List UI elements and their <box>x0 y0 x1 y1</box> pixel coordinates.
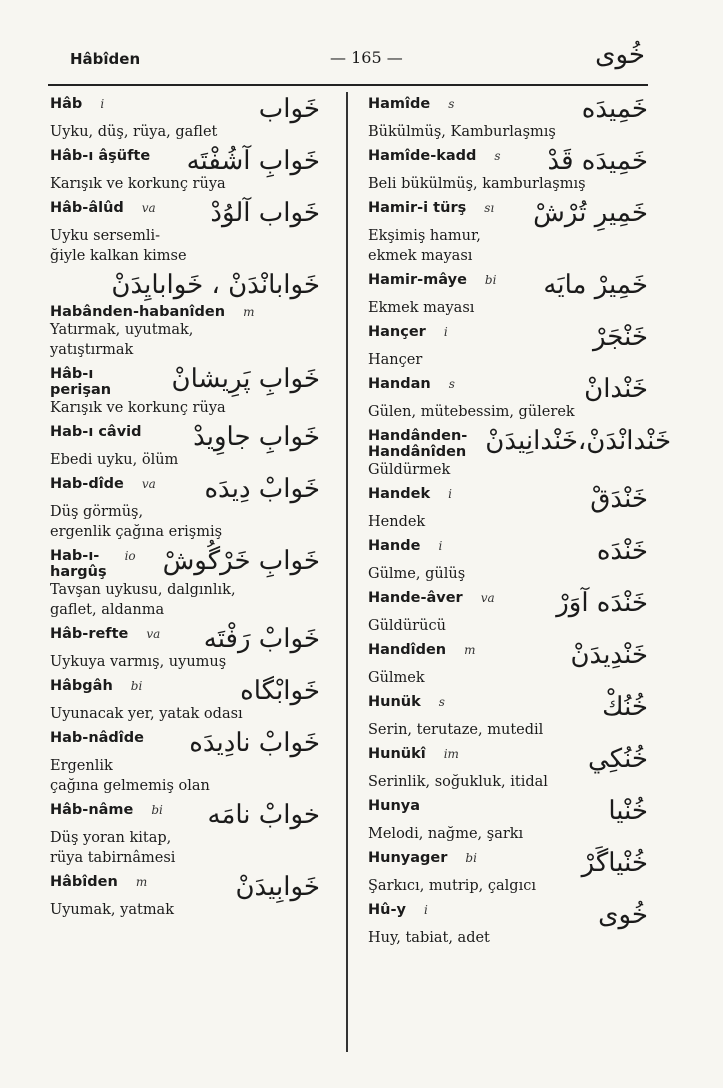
grammar-tag: m <box>243 305 255 319</box>
dictionary-entry <box>50 802 320 868</box>
grammar-tag: i <box>443 325 448 339</box>
dictionary-entry <box>50 200 320 266</box>
definition: Düş görmüş, ergenlik çağına erişmiş <box>50 504 223 540</box>
dictionary-entry <box>368 538 648 584</box>
grammar-tag: i <box>423 903 428 917</box>
page-number: — 165 — <box>330 48 403 67</box>
grammar-tag: bi <box>484 273 497 287</box>
definition: Gülen, mütebessim, gülerek <box>368 404 575 420</box>
definition: Gülme, gülüş <box>368 566 466 582</box>
arabic-script: خَنْدانْدَنْ،خَنْدانِيدَنْ <box>485 426 672 456</box>
grammar-tag: s <box>448 377 455 391</box>
arabic-script: خَنْدَقْ <box>590 484 648 514</box>
headword: Hab-ı- hargûş <box>50 548 107 580</box>
grammar-tag: va <box>141 477 156 491</box>
arabic-script: خَوابِ پَرِيشانْ <box>171 364 320 394</box>
dictionary-entry <box>368 486 648 532</box>
dictionary-entry <box>368 694 648 740</box>
header-rule <box>48 84 648 86</box>
dictionary-entry <box>50 148 320 194</box>
definition: Karışık ve korkunç rüya <box>50 400 226 416</box>
grammar-tag: va <box>146 627 161 641</box>
arabic-script: خَوابِ جاوِيدْ <box>193 422 320 452</box>
dictionary-entry <box>368 426 672 480</box>
dictionary-entry <box>368 746 648 792</box>
dictionary-entry <box>50 272 320 298</box>
dictionary-entry <box>368 798 648 844</box>
arabic-script: خُنْياگَرْ <box>581 848 648 878</box>
headword: Hamir-i türş <box>368 200 467 216</box>
definition: Ergenlik çağına gelmemiş olan <box>50 758 210 794</box>
dictionary-entry <box>368 148 648 194</box>
arabic-script: خَوابْ رَفْتَه <box>203 624 320 654</box>
headword: Hab-dîde <box>50 476 124 492</box>
headword: Hâb-nâme <box>50 802 134 818</box>
arabic-script: خَوابِ آشُفْتَه <box>186 146 320 176</box>
arabic-script: خُوی <box>598 900 648 930</box>
headword: Hâb-refte <box>50 626 129 642</box>
headword: Hamîde-kadd <box>368 148 477 164</box>
grammar-tag: i <box>448 487 452 501</box>
definition: Gülmek <box>368 670 425 686</box>
definition: Bükülmüş, Kamburlaşmış <box>368 124 556 140</box>
headword: Habânden-habanîden <box>50 304 226 320</box>
grammar-tag: bi <box>465 851 477 865</box>
dictionary-entry <box>368 642 648 688</box>
arabic-script: خَواب <box>258 94 320 124</box>
headword: Handek <box>368 486 431 502</box>
headword: Hande <box>368 538 421 554</box>
headword: Hâb-âlûd <box>50 200 124 216</box>
arabic-script: خُنُكِي <box>588 744 648 774</box>
headword: Handânden- Handânîden <box>368 428 468 460</box>
definition: Melodi, nağme, şarkı <box>368 826 524 842</box>
running-head-right: خُوی <box>595 40 645 70</box>
grammar-tag: sı <box>484 201 495 215</box>
headword: Handîden <box>368 642 447 658</box>
definition: Serinlik, soğukluk, itidal <box>368 774 548 790</box>
running-head-left: Hâbîden <box>70 50 141 68</box>
headword: Hunya <box>368 798 421 814</box>
dictionary-entry <box>50 548 320 620</box>
grammar-tag: s <box>494 149 501 163</box>
arabic-script: خَوابْ نادِيدَه <box>189 728 320 758</box>
grammar-tag: s <box>438 695 445 709</box>
arabic-script: خُنْيا <box>608 796 648 826</box>
dictionary-entry <box>368 96 648 142</box>
dictionary-entry <box>368 376 648 422</box>
arabic-script: خَمِيرِ تُرْشْ <box>533 198 648 228</box>
definition: Ekşimiş hamur, ekmek mayası <box>368 228 481 264</box>
arabic-script: خَوابْگاه <box>240 676 320 706</box>
definition: Uyunacak yer, yatak odası <box>50 706 243 722</box>
arabic-script: خَوابِ خَرْگُوشْ <box>162 546 320 576</box>
grammar-tag: m <box>135 875 148 889</box>
dictionary-entry <box>50 678 320 724</box>
column-divider <box>346 92 348 1052</box>
arabic-script: خوابْ نامَه <box>207 800 320 830</box>
definition: Ebedi uyku, ölüm <box>50 452 179 468</box>
dictionary-entry <box>50 96 320 142</box>
definition: Beli bükülmüş, kamburlaşmış <box>368 176 586 192</box>
grammar-tag: bi <box>130 679 143 693</box>
headword: Hunükî <box>368 746 426 762</box>
headword: Hû-y <box>368 902 406 918</box>
dictionary-entry <box>50 874 320 920</box>
arabic-script: خَنْدَه <box>596 536 648 566</box>
grammar-tag: bi <box>151 803 163 817</box>
headword: Hâbgâh <box>50 678 113 694</box>
left-column <box>50 96 320 926</box>
definition: Uyumak, yatmak <box>50 902 174 918</box>
headword: Hâbîden <box>50 874 118 890</box>
grammar-tag: s <box>448 97 455 111</box>
dictionary-entry <box>368 272 648 318</box>
grammar-tag: va <box>480 591 495 605</box>
definition: Güldürücü <box>368 618 446 634</box>
dictionary-entry <box>368 850 648 896</box>
dictionary-entry <box>368 590 648 636</box>
definition: Uyku sersemli- ğiyle kalkan kimse <box>50 228 187 264</box>
headword: Handan <box>368 376 431 392</box>
grammar-tag: io <box>124 549 136 563</box>
definition: Hendek <box>368 514 426 530</box>
dictionary-entry <box>50 626 320 672</box>
headword: Hâb <box>50 96 83 112</box>
arabic-script: خَوابانْدَنْ ، خَوابايِدَنْ <box>111 270 320 300</box>
arabic-script: خَنْدانْ <box>584 374 648 404</box>
headword: Hande-âver <box>368 590 463 606</box>
dictionary-entry <box>50 730 320 796</box>
arabic-script: خَواب آلوُدْ <box>210 198 320 228</box>
grammar-tag: i <box>100 97 105 111</box>
arabic-script: خَنْدَه آوَرْ <box>556 588 648 618</box>
headword: Hab-nâdîde <box>50 730 144 746</box>
definition: Yatırmak, uyutmak, yatıştırmak <box>50 322 194 358</box>
definition: Güldürmek <box>368 462 451 478</box>
arabic-script: خَنْجَرْ <box>592 322 648 352</box>
arabic-script: خُنُكْ <box>602 692 648 722</box>
dictionary-entry <box>50 476 320 542</box>
dictionary-entry <box>368 324 648 370</box>
headword: Hamir-mâye <box>368 272 467 288</box>
grammar-tag: im <box>443 747 459 761</box>
arabic-script: خَمِيدَه <box>581 94 648 124</box>
grammar-tag: va <box>141 201 156 215</box>
grammar-tag: m <box>464 643 476 657</box>
definition: Düş yoran kitap, rüya tabirnâmesi <box>50 830 176 866</box>
arabic-script: خَوابْ دِيدَه <box>204 474 320 504</box>
definition: Ekmek mayası <box>368 300 475 316</box>
headword: Hunük <box>368 694 421 710</box>
headword: Hançer <box>368 324 426 340</box>
arabic-script: خَوابِيدَنْ <box>235 872 320 902</box>
definition: Tavşan uykusu, dalgınlık, gaflet, aldanma <box>50 582 236 618</box>
definition: Hançer <box>368 352 423 368</box>
headword: Hamîde <box>368 96 431 112</box>
right-column <box>368 94 672 954</box>
dictionary-entry <box>50 424 320 470</box>
headword: Hunyager <box>368 850 448 866</box>
arabic-script: خَنْدِيدَنْ <box>570 640 648 670</box>
definition: Serin, terutaze, mutedil <box>368 722 544 738</box>
headword: Hab-ı câvid <box>50 424 142 440</box>
dictionary-entry <box>50 304 320 360</box>
dictionary-entry <box>368 902 648 948</box>
definition: Şarkıcı, mutrip, çalgıcı <box>368 878 536 894</box>
headword: Hâb-ı âşüfte <box>50 148 151 164</box>
arabic-script: خَمِيدَه قَدْ <box>547 146 648 176</box>
arabic-script: خَمِيرْ مايَه <box>543 270 648 300</box>
definition: Karışık ve korkunç rüya <box>50 176 226 192</box>
definition: Uykuya varmış, uyumuş <box>50 654 227 670</box>
headword: Hâb-ı perişan <box>50 366 112 398</box>
grammar-tag: i <box>438 539 443 553</box>
dictionary-entry <box>368 200 648 266</box>
dictionary-entry <box>50 366 320 418</box>
definition: Uyku, düş, rüya, gaflet <box>50 124 218 140</box>
definition: Huy, tabiat, adet <box>368 930 490 946</box>
